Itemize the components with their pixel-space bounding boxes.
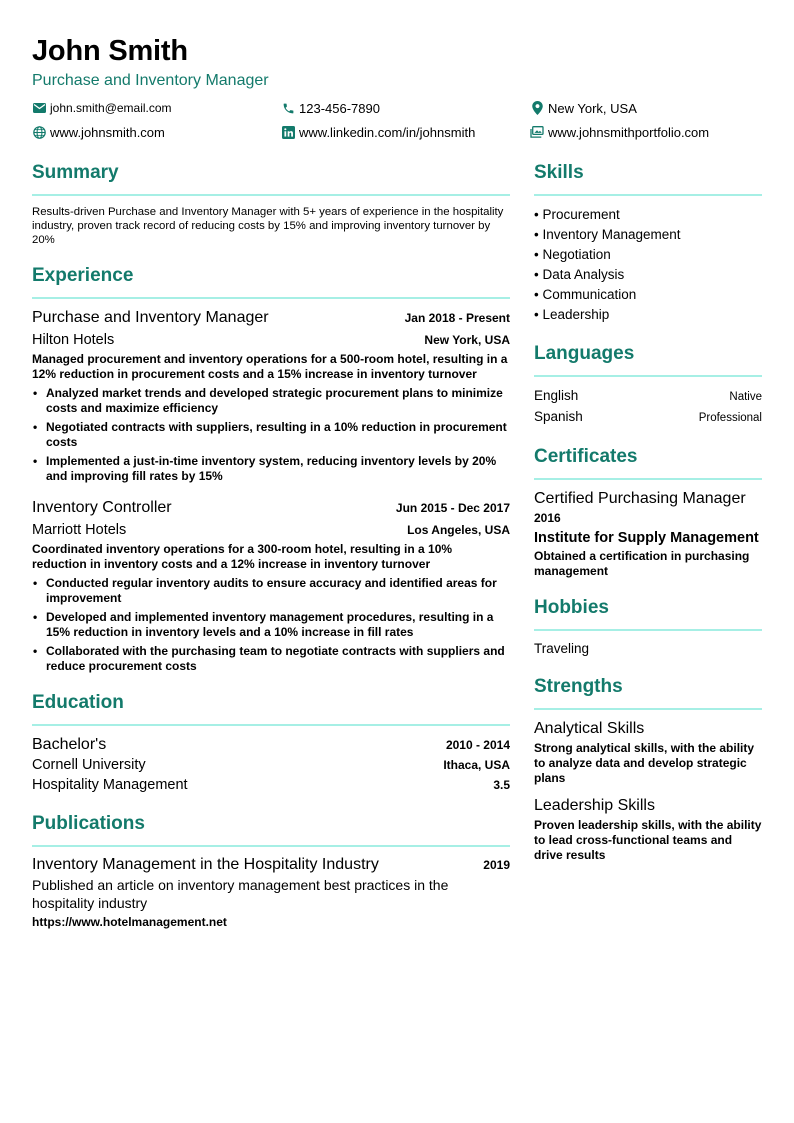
section-divider xyxy=(534,375,762,377)
contact-phone[interactable] xyxy=(281,99,530,117)
job-bullet: • Negotiated contracts with suppliers, resulting in a 10% reduction in procurement costs xyxy=(32,420,510,450)
language-item xyxy=(534,386,762,407)
job-company: Hilton Hotels xyxy=(32,332,115,348)
resume-header xyxy=(32,34,762,141)
contact-website[interactable] xyxy=(32,123,281,141)
education-gpa: 3.5 xyxy=(493,778,510,792)
job-location: New York, USA xyxy=(424,333,510,347)
job-bullet: • Collaborated with the purchasing team to negotiate contracts with suppliers and reduce procurement costs xyxy=(32,644,510,674)
education-field: Hospitality Management xyxy=(32,777,188,793)
location-icon xyxy=(530,101,544,115)
strength-title: Leadership Skills xyxy=(534,797,655,814)
left-column xyxy=(32,161,510,946)
section-divider xyxy=(32,194,510,196)
job-title: Purchase and Inventory Manager xyxy=(32,309,269,326)
education-school: Cornell University xyxy=(32,757,146,773)
job-bullets xyxy=(32,576,510,674)
hobby-item: Traveling xyxy=(534,641,590,656)
certificate-description: Obtained a certification in purchasing management xyxy=(534,549,750,578)
candidate-name: John Smith xyxy=(32,35,188,67)
publication-year: 2019 xyxy=(483,858,510,872)
job-dates: Jan 2018 - Present xyxy=(404,311,510,325)
job-dates: Jun 2015 - Dec 2017 xyxy=(395,501,510,515)
summary-heading: Summary xyxy=(32,162,119,183)
skill-label: Negotiation xyxy=(542,247,611,262)
skill-label: Data Analysis xyxy=(542,267,625,282)
contact-linkedin-text: www.linkedin.com/in/johnsmith xyxy=(299,124,476,140)
publications-heading: Publications xyxy=(32,813,145,834)
skill-item: • Leadership xyxy=(534,307,610,322)
language-item xyxy=(534,407,762,428)
certificates-section xyxy=(534,445,762,579)
skill-item: • Negotiation xyxy=(534,247,611,262)
hobbies-heading: Hobbies xyxy=(534,597,609,618)
job-description: Managed procurement and inventory operations for a 500-room hotel, resulting in a 12% reduction in procurement costs and a 15% increase in inventory turnover xyxy=(32,352,508,381)
skill-label: Leadership xyxy=(542,307,610,322)
contact-email[interactable] xyxy=(32,99,281,117)
section-divider xyxy=(534,708,762,710)
contact-email-text: john.smith@email.com xyxy=(50,101,172,115)
skills-heading: Skills xyxy=(534,162,584,183)
section-divider xyxy=(32,724,510,726)
experience-entry xyxy=(32,498,510,674)
skill-item: • Procurement xyxy=(534,207,620,222)
job-company: Marriott Hotels xyxy=(32,522,127,538)
strength-description: Proven leadership skills, with the ability to lead cross-functional teams and drive results xyxy=(534,818,762,862)
contact-location xyxy=(530,99,762,117)
right-column xyxy=(534,161,762,946)
education-section xyxy=(32,691,510,795)
skill-label: Communication xyxy=(542,287,637,302)
education-location: Ithaca, USA xyxy=(443,758,510,772)
skill-label: Procurement xyxy=(542,207,620,222)
portfolio-icon xyxy=(530,125,544,139)
certificate-name: Certified Purchasing Manager xyxy=(534,490,746,507)
certificates-heading: Certificates xyxy=(534,446,638,467)
language-name: Spanish xyxy=(534,409,583,424)
contact-portfolio-text: www.johnsmithportfolio.com xyxy=(548,124,710,140)
contact-website-text: www.johnsmith.com xyxy=(50,124,165,140)
summary-text: Results-driven Purchase and Inventory Manager with 5+ years of experience in the hospitality industry, proven track record of reducing costs by 15% and improving inventory turnover by 20% xyxy=(32,206,504,246)
skills-section xyxy=(534,161,762,325)
section-divider xyxy=(534,629,762,631)
contact-linkedin[interactable] xyxy=(281,123,530,141)
certificate-year: 2016 xyxy=(534,511,561,525)
section-divider xyxy=(534,478,762,480)
job-title: Inventory Controller xyxy=(32,499,172,516)
candidate-title: Purchase and Inventory Manager xyxy=(32,72,269,89)
job-bullet: • Analyzed market trends and developed strategic procurement plans to minimize costs and maximize efficiency xyxy=(32,386,510,416)
publication-entry xyxy=(32,856,510,929)
strengths-heading: Strengths xyxy=(534,676,623,697)
publications-section xyxy=(32,812,510,929)
job-bullets xyxy=(32,386,510,484)
section-divider xyxy=(534,194,762,196)
skill-item: • Inventory Management xyxy=(534,227,681,242)
skill-item: • Communication xyxy=(534,287,637,302)
job-bullet: • Conducted regular inventory audits to ensure accuracy and identified areas for improvement xyxy=(32,576,510,606)
certificate-issuer: Institute for Supply Management xyxy=(534,530,759,546)
hobbies-section xyxy=(534,596,762,658)
skill-item: • Data Analysis xyxy=(534,267,625,282)
experience-section xyxy=(32,264,510,674)
education-degree: Bachelor's xyxy=(32,736,107,753)
languages-section xyxy=(534,342,762,428)
publication-title: Inventory Management in the Hospitality Industry xyxy=(32,856,379,873)
education-dates: 2010 - 2014 xyxy=(445,738,510,752)
certificate-entry xyxy=(534,489,762,579)
publication-description: Published an article on inventory management best practices in the hospitality industry xyxy=(32,877,449,911)
job-bullet: • Developed and implemented inventory management procedures, resulting in a 15% reduction in inventory levels and a 10% increase in fill rates xyxy=(32,610,510,640)
publication-link[interactable]: https://www.hotelmanagement.net xyxy=(32,915,227,929)
language-name: English xyxy=(534,388,579,403)
globe-icon xyxy=(32,125,46,139)
contact-info xyxy=(32,99,762,141)
contact-phone-text: 123-456-7890 xyxy=(299,100,380,116)
resume-body xyxy=(32,161,762,946)
languages-heading: Languages xyxy=(534,343,635,364)
strengths-section xyxy=(534,675,762,863)
skill-label: Inventory Management xyxy=(542,227,681,242)
strength-description: Strong analytical skills, with the ability to analyze data and develop strategic plans xyxy=(534,741,755,785)
experience-heading: Experience xyxy=(32,265,134,286)
language-level: Native xyxy=(729,391,762,403)
job-bullet: • Implemented a just-in-time inventory system, reducing inventory levels by 20% and improving fill rates by 15% xyxy=(32,454,510,484)
job-description: Coordinated inventory operations for a 300-room hotel, resulting in a 10% reduction in inventory costs and a 12% increase in inventory turnover xyxy=(32,542,453,571)
section-divider xyxy=(32,845,510,847)
language-level: Professional xyxy=(698,412,762,424)
contact-portfolio[interactable] xyxy=(530,123,762,141)
strength-entry xyxy=(534,719,762,786)
job-location: Los Angeles, USA xyxy=(407,523,510,537)
contact-location-text: New York, USA xyxy=(548,100,637,116)
linkedin-icon xyxy=(281,125,295,139)
education-heading: Education xyxy=(32,692,124,713)
summary-section xyxy=(32,161,510,247)
section-divider xyxy=(32,297,510,299)
email-icon xyxy=(32,101,46,115)
strength-title: Analytical Skills xyxy=(534,720,645,737)
phone-icon xyxy=(281,101,295,115)
experience-entry xyxy=(32,308,510,484)
strength-entry xyxy=(534,796,762,863)
